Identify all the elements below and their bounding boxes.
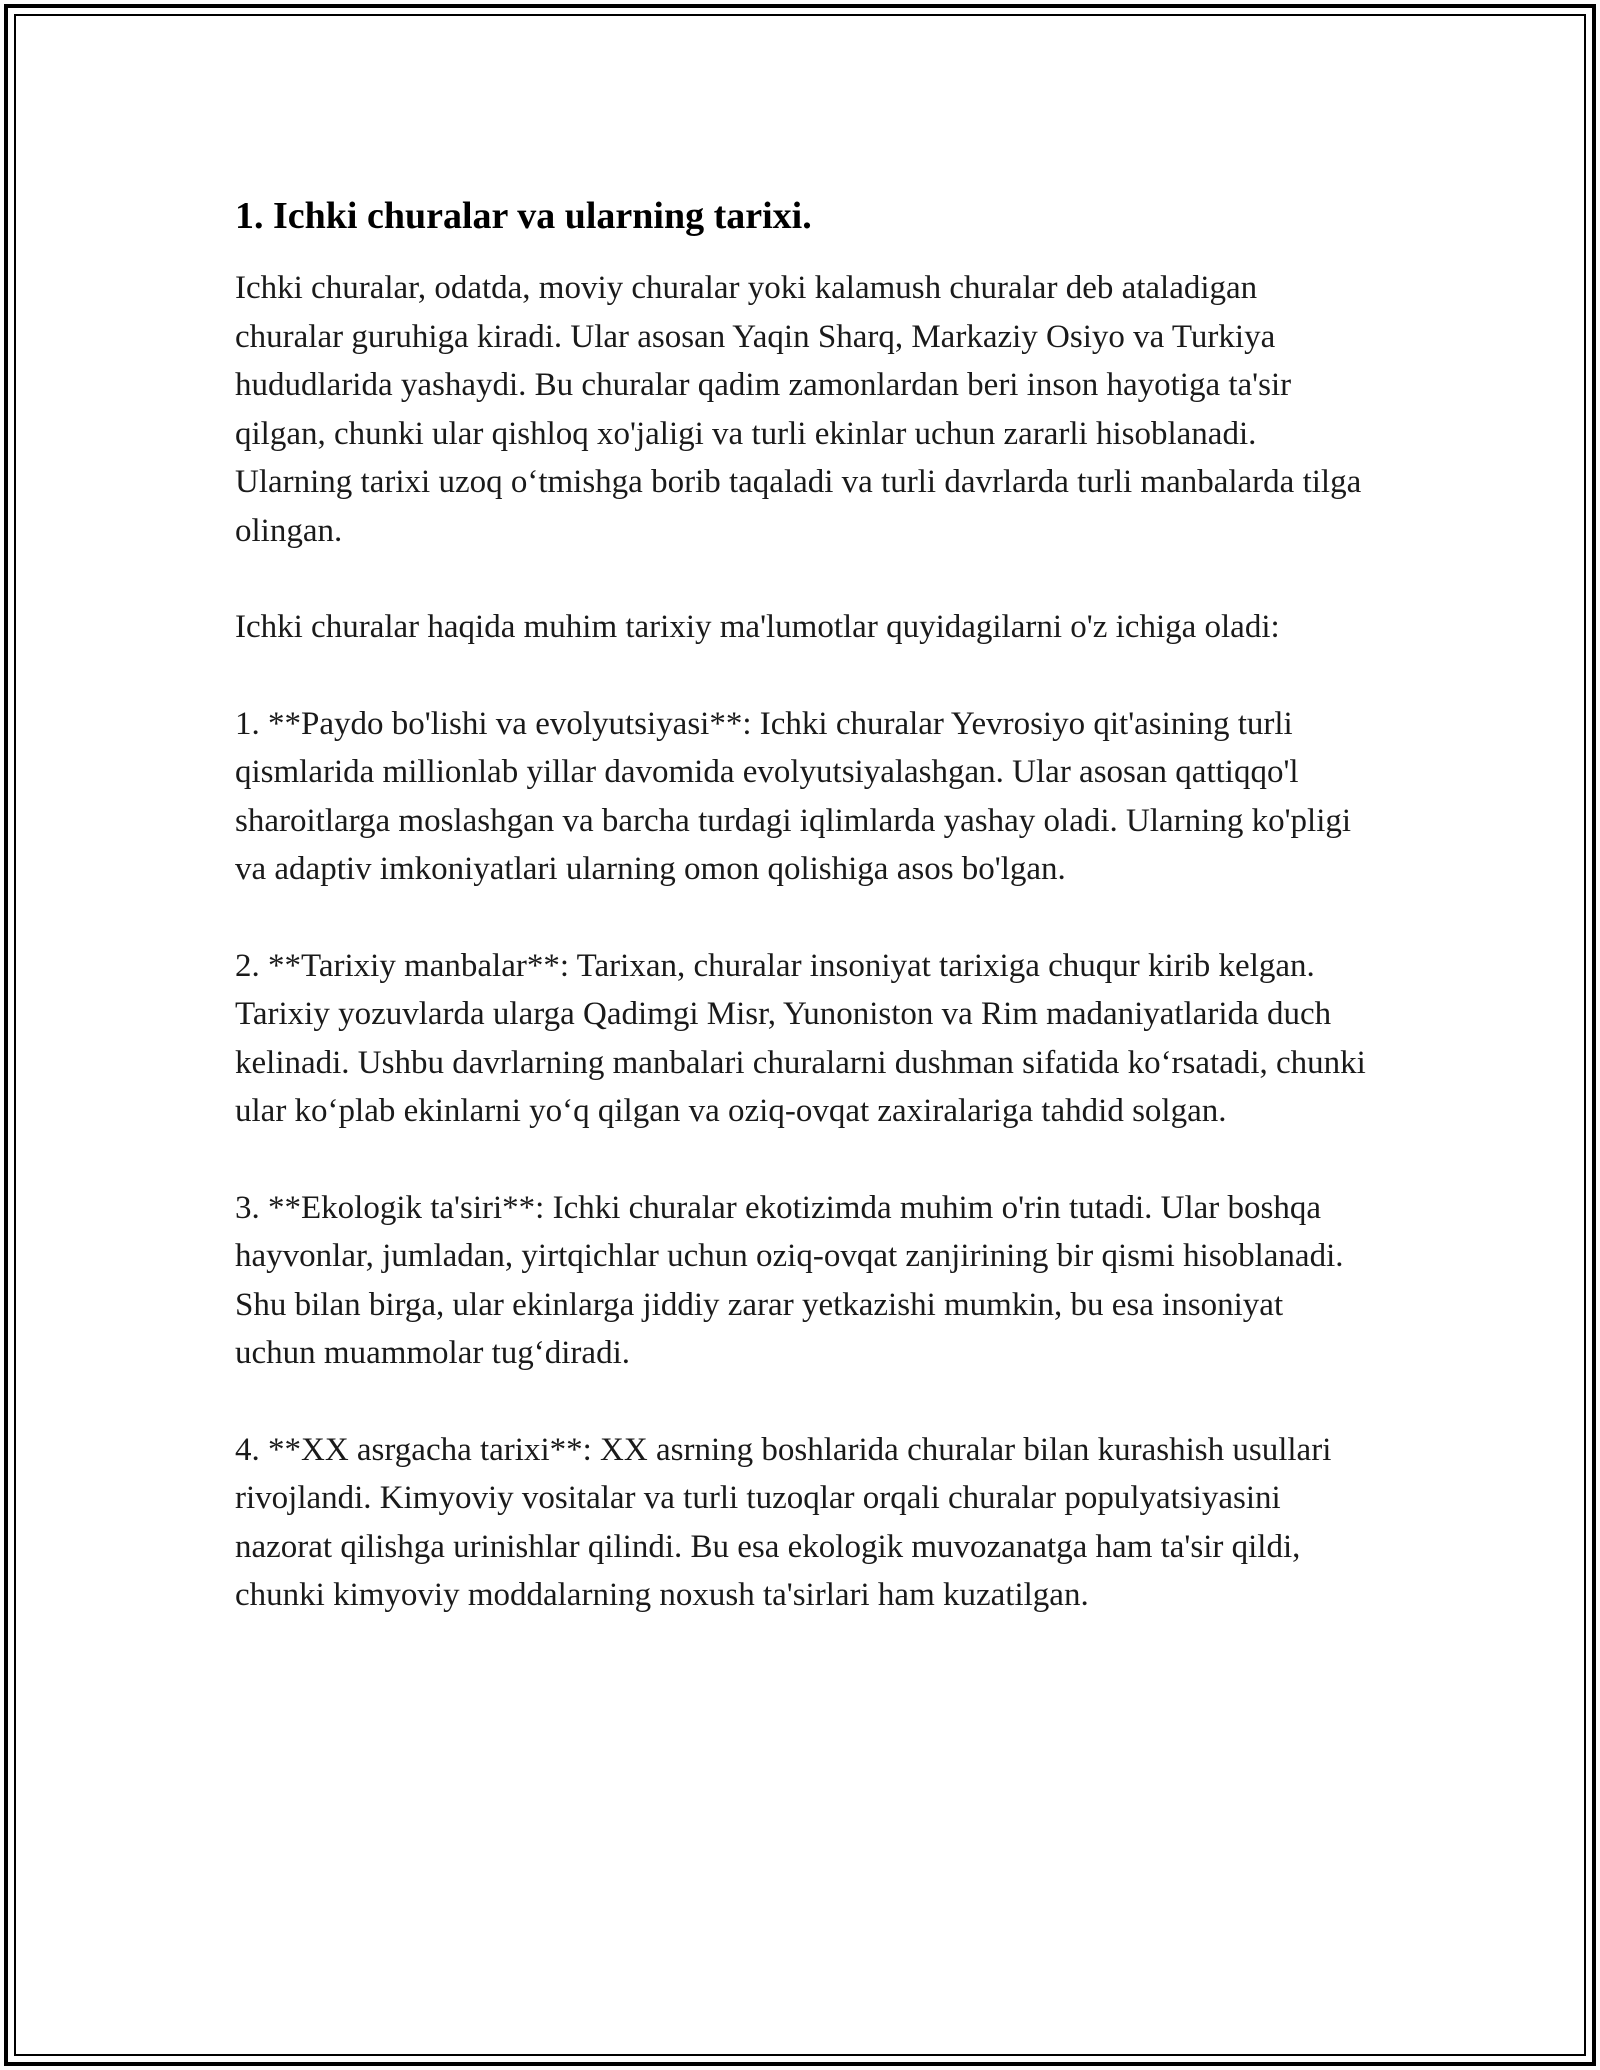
paragraph-item-1: 1. **Paydo bo'lishi va evolyutsiyasi**: Ichki churalar Yevrosiyo qit'asining turli qismlarida millionlab yillar davomida evolyutsiyalashgan. Ular asosan qattiqqo'l sharoitlarga moslashgan va barcha turdagi iqlimlarda yashay oladi. Ularning ko'pligi va adaptiv imkoniyatlari ularning omon qolishiga asos bo'lgan.	[235, 705, 1352, 887]
paragraph-intro: Ichki churalar, odatda, moviy churalar yoki kalamush churalar deb ataladigan churalar guruhiga kiradi. Ular asosan Yaqin Sharq, Markaziy Osiyo va Turkiya hududlarida yashaydi. Bu churalar qadim zamonlardan beri inson hayotiga ta'sir qilgan, chunki ular qishloq xo'jaligi va turli ekinlar uchun zararli hisoblanadi. Ularning tarixi uzoq o‘tmishga borib taqaladi va turli davrlarda turli manbalarda tilga olingan.	[235, 270, 1362, 549]
section-heading: 1. Ichki churalar va ularning tarixi.	[235, 195, 812, 237]
document-body	[235, 190, 1370, 1668]
paragraph-item-2: 2. **Tarixiy manbalar**: Tarixan, churalar insoniyat tarixiga chuqur kirib kelgan. Tarixiy yozuvlarda ularga Qadimgi Misr, Yunoniston va Rim madaniyatlarida duch kelinadi. Ushbu davrlarning manbalari churalarni dushman sifatida ko‘rsatadi, chunki ular ko‘plab ekinlarni yo‘q qilgan va oziq-ovqat zaxiralariga tahdid solgan.	[235, 947, 1366, 1129]
paragraph-item-3: 3. **Ekologik ta'siri**: Ichki churalar ekotizimda muhim o'rin tutadi. Ular boshqa hayvonlar, jumladan, yirtqichlar uchun oziq-ovqat zanjirining bir qismi hisoblanadi. Shu bilan birga, ular ekinlarga jiddiy zarar yetkazishi mumkin, bu esa insoniyat uchun muammolar tug‘diradi.	[235, 1189, 1344, 1371]
paragraph-lead: Ichki churalar haqida muhim tarixiy ma'lumotlar quyidagilarni o'z ichiga oladi:	[235, 609, 1280, 645]
paragraph-item-4: 4. **XX asrgacha tarixi**: XX asrning boshlarida churalar bilan kurashish usullari rivojlandi. Kimyoviy vositalar va turli tuzoqlar orqali churalar populyatsiyasini nazorat qilishga urinishlar qilindi. Bu esa ekologik muvozanatga ham ta'sir qildi, chunki kimyoviy moddalarning noxush ta'sirlari ham kuzatilgan.	[235, 1431, 1332, 1613]
